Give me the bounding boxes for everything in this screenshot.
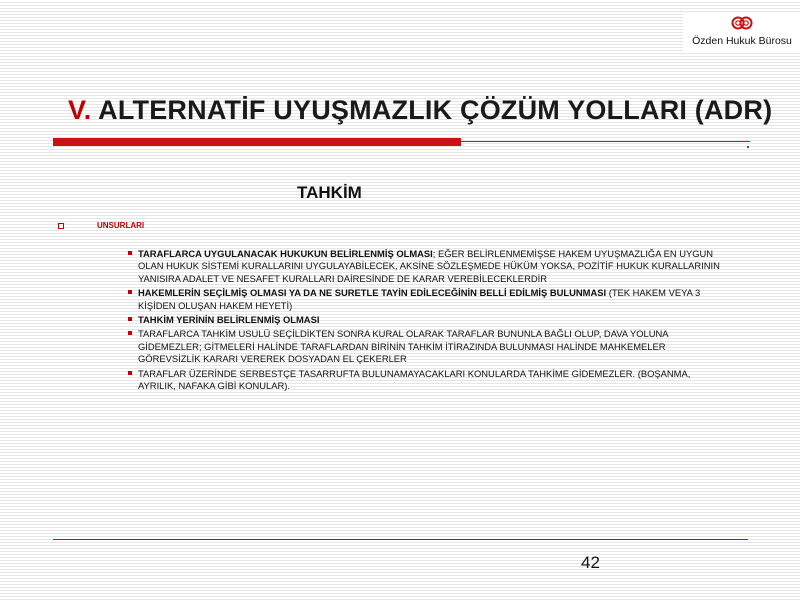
red-square-bullet-icon: [128, 290, 132, 294]
title-underline-thin: [461, 141, 750, 142]
list-item-text: TARAFLAR ÜZERİNDE SERBESTÇE TASARRUFTA BULUNAMAYACAKLARI KONULARDA TAHKİME GİDEMEZLER. (BOŞANMA, AYRILIK, NAFAKA GİBİ KONULAR).: [138, 367, 691, 392]
list-item-bold: TARAFLARCA UYGULANACAK HUKUKUN BELİRLENMİŞ OLMASI: [138, 248, 433, 259]
title-text: ALTERNATİF UYUŞMAZLIK ÇÖZÜM YOLLARI (ADR): [98, 95, 773, 125]
bullet-list: [128, 248, 728, 394]
logo-text: Özden Hukuk Bürosu: [692, 35, 792, 47]
red-square-bullet-icon: [128, 371, 132, 375]
title-roman-numeral: V.: [68, 95, 92, 125]
list-item-bold: HAKEMLERİN SEÇİLMİŞ OLMASI YA DA NE SURETLE TAYİN EDİLECEĞİNİN BELLİ EDİLMİŞ BULUNMASI: [138, 287, 607, 299]
list-item-bold: TAHKİM YERİNİN BELİRLENMİŞ OLMASI: [138, 314, 320, 326]
page-number: 42: [581, 553, 600, 572]
list-item: [128, 368, 728, 393]
red-square-bullet-icon: [128, 317, 132, 321]
double-ring-logo-icon: [731, 15, 753, 31]
list-item: [128, 314, 728, 326]
slide-title: [68, 95, 773, 126]
slide-subtitle: TAHKİM: [297, 183, 362, 202]
section-label: UNSURLARI: [97, 221, 145, 230]
list-item-text: (TEK HAKEM VEYA 3 KİŞİDEN OLUŞAN HAKEM HEYETİ): [138, 287, 701, 311]
footer-rule: [53, 539, 748, 540]
list-item: [128, 287, 728, 312]
firm-logo: [683, 14, 800, 52]
list-item-text: ; EĞER BELİRLENMEMİŞSE HAKEM UYUŞMAZLIĞA EN UYGUN OLAN HUKUK SİSTEMİ KURALLARINI UYGULAYABİLECEK, AKSİNE SÖZLEŞMEDE HÜKÜM YOKSA, POZİTİF HUKUK KURALLARININ YANISIRA ADALET VE NESAFET KURALLARI DAİRESİNDE DE KARAR VEREBİLECEKLERDİR: [138, 248, 720, 284]
hollow-square-bullet-icon: [58, 223, 64, 229]
list-item-text: TARAFLARCA TAHKİM USULÜ SEÇİLDİKTEN SONRA KURAL OLARAK TARAFLAR BUNUNLA BAĞLI OLUP, DAVA YOLUNA GİDEMEZLER; GİTMELERİ HALİNDE TARAFLARDAN BİRİNİN TAHKİM İTİRAZINDA BULUNMASI HALİNDE MAHKEMELER GÖREVSİZLİK KARARI VEREREK DOSYADAN EL ÇEKERLER: [138, 328, 669, 365]
red-square-bullet-icon: [128, 331, 132, 335]
title-underline-thick: [53, 138, 461, 146]
list-item: [128, 248, 728, 285]
section-heading: [58, 221, 144, 230]
red-square-bullet-icon: [128, 251, 132, 255]
title-underline-dot: [747, 146, 749, 148]
list-item: [128, 328, 728, 365]
